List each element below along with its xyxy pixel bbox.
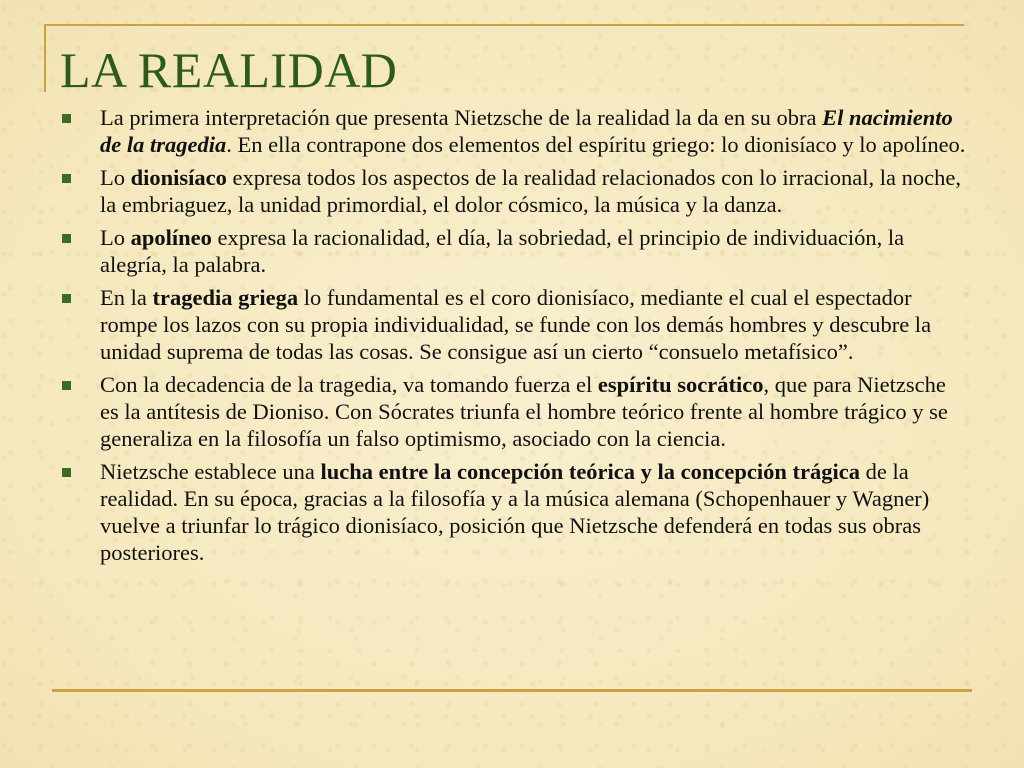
bullet-fragment: , que para Nietzsche es la antítesis de Dioniso. Con Sócrates triunfa el hombre teórico frente al hombre trágico y se generaliza en la filosofía un falso optimismo, asociado con la ciencia. bbox=[100, 372, 948, 451]
square-bullet-icon bbox=[62, 174, 71, 183]
bullet-fragment: En la bbox=[100, 285, 153, 310]
bullet-text bbox=[100, 372, 948, 451]
square-bullet-icon bbox=[62, 114, 71, 123]
bullet-fragment: espíritu socrático bbox=[597, 372, 764, 397]
square-bullet-icon bbox=[62, 468, 71, 477]
bullet-fragment: El nacimiento de la tragedia bbox=[100, 105, 953, 157]
square-bullet-icon bbox=[62, 381, 71, 390]
bullet-fragment: expresa la racionalidad, el día, la sobriedad, el principio de individuación, la alegría, la palabra. bbox=[100, 225, 905, 277]
bullet-list bbox=[60, 104, 970, 572]
bullet-item bbox=[60, 458, 970, 566]
bullet-text bbox=[100, 225, 904, 277]
bullet-fragment: Lo bbox=[100, 225, 131, 250]
bullet-item bbox=[60, 224, 970, 278]
bullet-fragment: lo fundamental es el coro dionisíaco, mediante el cual el espectador rompe los lazos con su propia individualidad, se funde con los demás hombres y descubre la unidad suprema de todas las cosas. Se consigue así un cierto “consuelo metafísico”. bbox=[100, 285, 932, 364]
square-bullet-icon bbox=[62, 234, 71, 243]
bottom-rule bbox=[52, 689, 972, 692]
bullet-fragment: Con la decadencia de la tragedia, va tomando fuerza el bbox=[100, 372, 598, 397]
bullet-item bbox=[60, 284, 970, 365]
bullet-text bbox=[100, 459, 929, 565]
square-bullet-icon bbox=[62, 294, 71, 303]
bullet-fragment: . En ella contrapone dos elementos del espíritu griego: lo dionisíaco y lo apolíneo. bbox=[226, 132, 966, 157]
slide-title: LA REALIDAD bbox=[60, 42, 398, 98]
bullet-fragment: expresa todos los aspectos de la realidad relacionados con lo irracional, la noche, la embriaguez, la unidad primordial, el dolor cósmico, la música y la danza. bbox=[100, 165, 962, 217]
bullet-fragment: tragedia griega bbox=[152, 285, 299, 310]
bullet-fragment: La primera interpretación que presenta Nietzsche de la realidad la da en su obra bbox=[100, 105, 823, 130]
bullet-fragment: Lo bbox=[100, 165, 131, 190]
bullet-item bbox=[60, 104, 970, 158]
bullet-fragment: lucha entre la concepción teórica y la concepción trágica bbox=[320, 459, 860, 484]
bullet-fragment: dionisíaco bbox=[130, 165, 227, 190]
bullet-fragment: apolíneo bbox=[130, 225, 212, 250]
left-rule bbox=[44, 24, 46, 92]
bullet-item bbox=[60, 371, 970, 452]
bullet-text bbox=[100, 105, 965, 157]
bullet-fragment: Nietzsche establece una bbox=[100, 459, 321, 484]
top-rule bbox=[44, 24, 964, 26]
bullet-item bbox=[60, 164, 970, 218]
bullet-text bbox=[100, 285, 931, 364]
bullet-fragment: de la realidad. En su época, gracias a la filosofía y a la música alemana (Schopenhauer y Wagner) vuelve a triunfar lo trágico dionisíaco, posición que Nietzsche defenderá en todas sus obras posteriores. bbox=[100, 459, 930, 565]
bullet-text bbox=[100, 165, 961, 217]
